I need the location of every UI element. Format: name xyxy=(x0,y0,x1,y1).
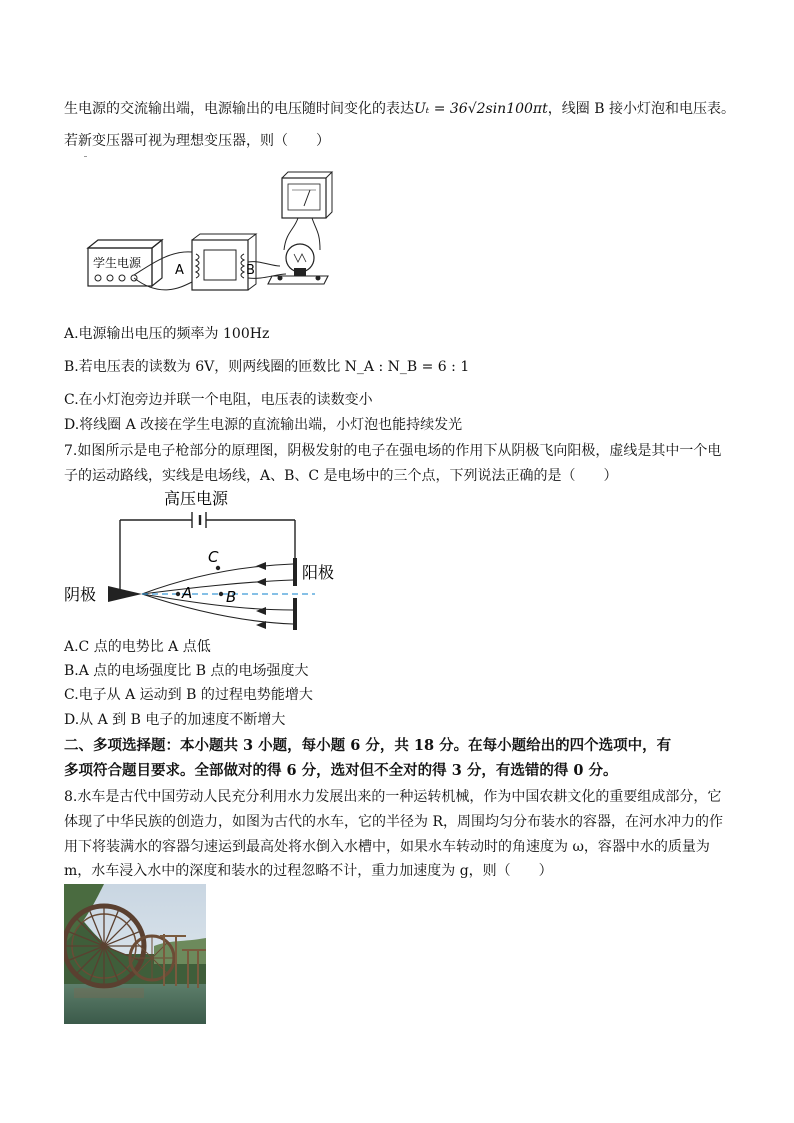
voltmeter xyxy=(282,172,332,250)
point-b xyxy=(219,592,223,596)
point-a-label: A xyxy=(182,584,193,602)
q6-stem-line-2: 若新变压器可视为理想变压器，则（ ） xyxy=(64,133,330,149)
transformer-circuit-figure xyxy=(80,170,340,300)
q8-stem-line-4: m，水车浸入水中的深度和装水的过程忽略不计，重力加速度为 g，则（ ） xyxy=(64,863,553,879)
q7-stem-line-2: 子的运动路线，实线是电场线，A、B、C 是电场中的三个点，下列说法正确的是（ ） xyxy=(64,468,618,484)
supply-label: 学生电源 xyxy=(93,256,142,270)
transformer xyxy=(175,234,256,290)
point-c-label: C xyxy=(208,548,219,566)
electron-gun-figure xyxy=(60,484,350,634)
high-voltage-source-label: 高压电源 xyxy=(164,489,229,508)
q6-option-b[interactable]: B.若电压表的读数为 6V，则两线圈的匝数比 N_A : N_B = 6 : 1 xyxy=(64,359,470,375)
q6-option-c[interactable]: C.在小灯泡旁边并联一个电阻，电压表的读数变小 xyxy=(64,392,373,408)
battery-symbol xyxy=(120,512,295,528)
q7-option-b[interactable]: B.A 点的电场强度比 B 点的电场强度大 xyxy=(64,663,309,679)
cathode-label: 阴极 xyxy=(64,585,97,604)
q6-stem-line-1 xyxy=(64,100,735,118)
q6-stem-text-b: ，线圈 B 接小灯泡和电压表。 xyxy=(547,101,735,117)
point-a xyxy=(176,592,180,596)
q8-stem-line-2: 体现了中华民族的创造力，如图为古代的水车，它的半径为 R，周围均匀分布装水的容器，在河水冲力的作 xyxy=(64,814,723,830)
q8-stem-line-1: 8.水车是古代中国劳动人民充分利用水力发展出来的一种运转机械，作为中国农耕文化的重要组成部分，它 xyxy=(64,789,722,805)
small-lamp xyxy=(268,244,328,284)
field-arrows xyxy=(256,562,266,629)
student-power-supply xyxy=(88,240,162,286)
section2-heading-line-2: 多项符合题目要求。全部做对的得 6 分，选对但不全对的得 3 分，有选错的得 0 分。 xyxy=(64,762,618,779)
anode-plate-top xyxy=(293,558,297,586)
q6-option-a[interactable]: A.电源输出电压的频率为 100Hz xyxy=(64,326,270,342)
q7-option-a[interactable]: A.C 点的电势比 A 点低 xyxy=(64,639,211,655)
point-c xyxy=(216,566,220,570)
stray-mark xyxy=(84,156,87,157)
anode-label: 阳极 xyxy=(302,563,335,582)
q7-stem-line-1: 7.如图所示是电子枪部分的原理图，阴极发射的电子在强电场的作用下从阴极飞向阳极，虚线是其中一个电 xyxy=(64,443,722,459)
anode-plate-bottom xyxy=(293,598,297,630)
coil-a-label: A xyxy=(175,263,184,278)
q6-stem-text-a: 生电源的交流输出端，电源输出的电压随时间变化的表达 xyxy=(64,101,414,117)
coil-b-label: B xyxy=(246,263,255,278)
point-b-label: B xyxy=(226,588,237,606)
q6-option-d[interactable]: D.将线圈 A 改接在学生电源的直流输出端，小灯泡也能持续发光 xyxy=(64,417,463,433)
q6-voltage-formula: Uₜ = 36√2sin100πt xyxy=(414,101,548,117)
cathode xyxy=(108,586,142,602)
water-wheel-photo xyxy=(64,884,206,1024)
section2-heading-line-1: 二、多项选择题：本小题共 3 小题，每小题 6 分，共 18 分。在每小题给出的四个选项中，有 xyxy=(64,737,672,754)
q8-stem-line-3: 用下将装满水的容器匀速运到最高处将水倒入水槽中，如果水车转动时的角速度为 ω，容器中水的质量为 xyxy=(64,839,710,855)
q7-option-c[interactable]: C.电子从 A 运动到 B 的过程电势能增大 xyxy=(64,687,313,703)
q7-option-d[interactable]: D.从 A 到 B 电子的加速度不断增大 xyxy=(64,712,286,728)
